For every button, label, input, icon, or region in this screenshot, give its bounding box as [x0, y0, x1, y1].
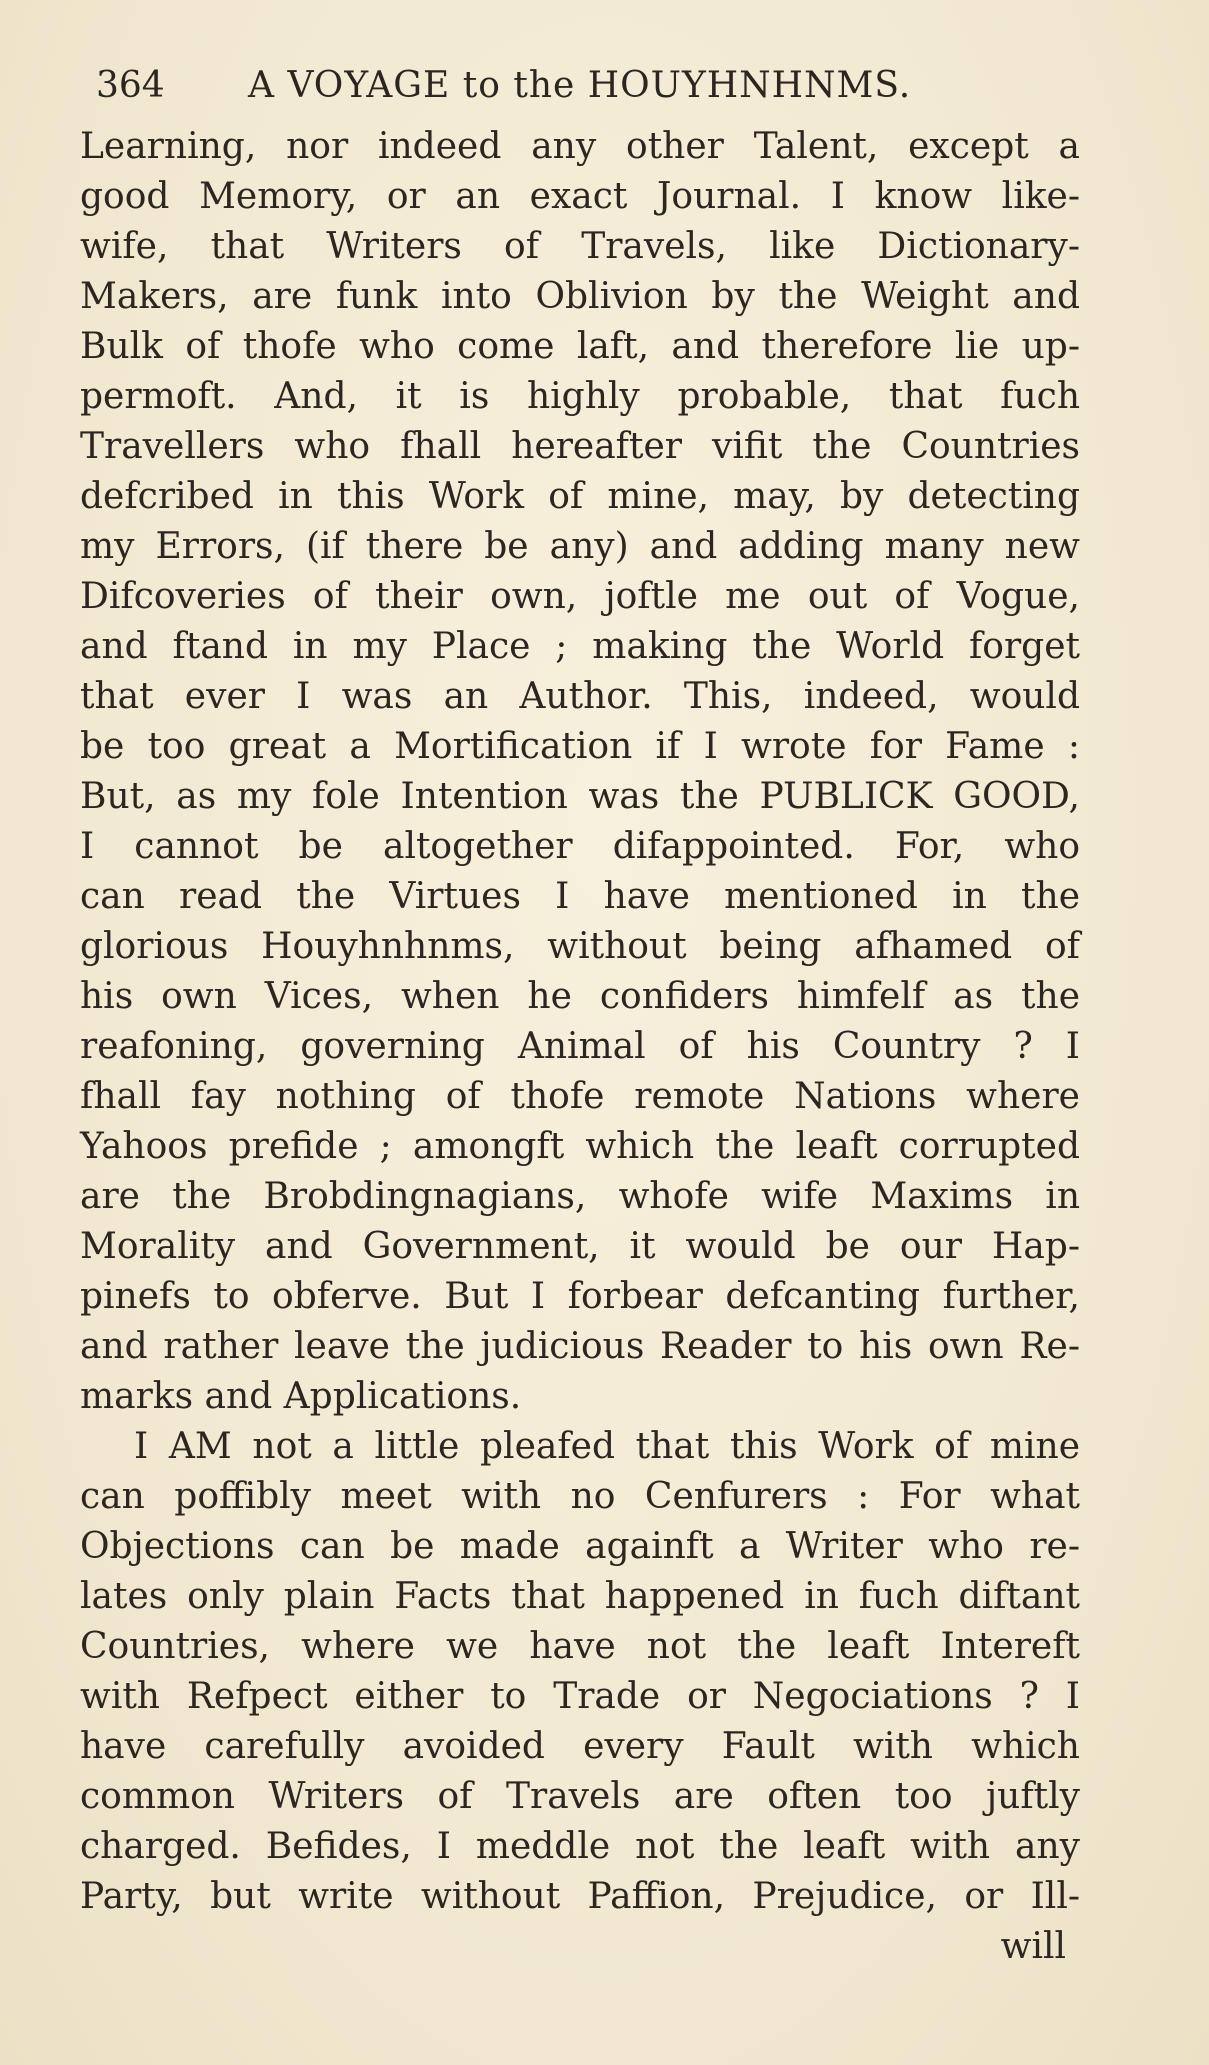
- page-header: [80, 50, 1080, 122]
- text-line: lates only plain Facts that happened in fuch diftant: [80, 1576, 1080, 1617]
- text-line: Makers, are funk into Oblivion by the Weight and: [80, 276, 1080, 317]
- body-text: [80, 122, 1080, 1972]
- text-line: fhall fay nothing of thofe remote Nations where: [80, 1076, 1080, 1117]
- text-line: wife, that Writers of Travels, like Dictionary-: [80, 226, 1080, 267]
- running-head: A VOYAGE to the HOUYHNHNMS.: [248, 65, 912, 106]
- page-number: 364: [96, 65, 165, 106]
- text-line: defcribed in this Work of mine, may, by detecting: [80, 476, 1080, 517]
- text-line: can read the Virtues I have mentioned in the: [80, 876, 1080, 917]
- text-line: common Writers of Travels are often too juftly: [80, 1776, 1080, 1817]
- text-line: Travellers who fhall hereafter vifit the Countries: [80, 426, 1080, 467]
- text-line: good Memory, or an exact Journal. I know like-: [80, 176, 1080, 217]
- text-line: permoft. And, it is highly probable, that fuch: [80, 376, 1080, 417]
- text-line: Difcoveries of their own, joftle me out of Vogue,: [80, 576, 1080, 617]
- text-line: can poffibly meet with no Cenfurers : For what: [80, 1476, 1080, 1517]
- text-line: reafoning, governing Animal of his Country ? I: [80, 1026, 1080, 1067]
- catchword: will: [1000, 1926, 1066, 1967]
- text-block: [80, 50, 1080, 1972]
- text-line: marks and Applications.: [80, 1376, 522, 1417]
- text-line: and rather leave the judicious Reader to his own Re-: [80, 1326, 1080, 1367]
- text-line: I cannot be altogether difappointed. For, who: [80, 826, 1080, 867]
- text-line: I AM not a little pleafed that this Work of mine: [134, 1426, 1080, 1467]
- text-line: with Refpect either to Trade or Negociations ? I: [80, 1676, 1080, 1717]
- text-line: Objections can be made againft a Writer who re-: [80, 1526, 1080, 1567]
- text-line: Party, but write without Paffion, Prejudice, or Ill-: [80, 1876, 1080, 1917]
- text-line: Morality and Government, it would be our Hap-: [80, 1226, 1080, 1267]
- text-line: his own Vices, when he confiders himfelf as the: [80, 976, 1080, 1017]
- text-line: But, as my fole Intention was the PUBLICK GOOD,: [80, 776, 1080, 817]
- text-line: have carefully avoided every Fault with which: [80, 1726, 1080, 1767]
- text-line: Learning, nor indeed any other Talent, except a: [80, 126, 1080, 167]
- text-line: are the Brobdingnagians, whofe wife Maxims in: [80, 1176, 1080, 1217]
- text-line: that ever I was an Author. This, indeed, would: [80, 676, 1080, 717]
- text-line: Countries, where we have not the leaft Intereft: [80, 1626, 1080, 1667]
- text-line: my Errors, (if there be any) and adding many new: [80, 526, 1080, 567]
- text-line: Bulk of thofe who come laft, and therefore lie up-: [80, 326, 1080, 367]
- text-line: and ftand in my Place ; making the World forget: [80, 626, 1080, 667]
- text-line: glorious Houyhnhnms, without being afhamed of: [80, 926, 1080, 967]
- text-line: charged. Befides, I meddle not the leaft with any: [80, 1826, 1080, 1867]
- text-line: Yahoos prefide ; amongft which the leaft corrupted: [80, 1126, 1080, 1167]
- text-line: be too great a Mortification if I wrote for Fame :: [80, 726, 1080, 767]
- text-line: pinefs to obferve. But I forbear defcanting further,: [80, 1276, 1080, 1317]
